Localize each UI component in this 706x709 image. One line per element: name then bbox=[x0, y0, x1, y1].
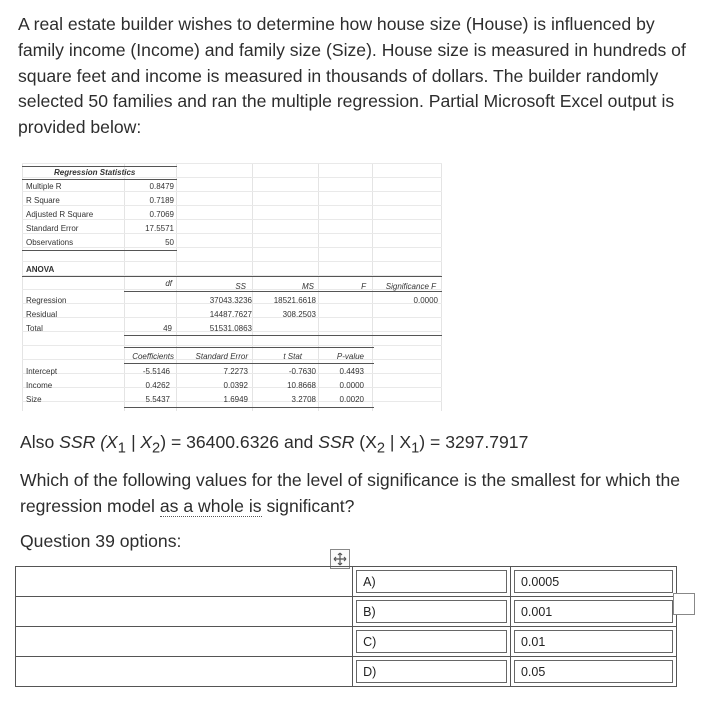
stat-value: 0.7069 bbox=[149, 210, 174, 219]
coef-row-label: Size bbox=[26, 395, 42, 404]
option-value[interactable]: 0.0005 bbox=[514, 570, 673, 593]
anova-ms: 308.2503 bbox=[282, 310, 316, 319]
option-value[interactable]: 0.05 bbox=[514, 660, 673, 683]
coef-row-label: Intercept bbox=[26, 367, 58, 376]
stat-label: Standard Error bbox=[26, 224, 79, 233]
se-value: 1.6949 bbox=[223, 395, 248, 404]
coef-row-label: Income bbox=[26, 381, 53, 390]
ssr-statement: Also SSR ($X_1$ | $X_2) = 36400.6326$ and SSR ($X_2$ | $X_1) = 3297.7917$ bbox=[20, 432, 529, 457]
anova-ss: 51531.0863 bbox=[209, 324, 252, 333]
option-letter[interactable]: B) bbox=[356, 600, 507, 623]
anova-df: 49 bbox=[163, 324, 172, 333]
question-text: Which of the following values for the level of significance is the smallest for which the regression model as a whole is significant? bbox=[20, 470, 681, 516]
excel-output bbox=[22, 163, 442, 411]
se-value: 0.0392 bbox=[223, 381, 248, 390]
stat-label: Adjusted R Square bbox=[26, 210, 94, 219]
option-row[interactable] bbox=[16, 567, 677, 597]
option-value[interactable]: 0.001 bbox=[514, 600, 673, 623]
coef-header: Coefficients bbox=[132, 352, 174, 361]
stat-value: 50 bbox=[165, 238, 174, 247]
anova-header-ss: SS bbox=[235, 282, 246, 291]
option-letter[interactable]: C) bbox=[356, 630, 507, 653]
option-value[interactable]: 0.01 bbox=[514, 630, 673, 653]
anova-row-label: Residual bbox=[26, 310, 58, 319]
reg-stats-title: Regression Statistics bbox=[54, 168, 136, 177]
options-table bbox=[15, 566, 677, 687]
anova-header-ms: MS bbox=[302, 282, 314, 291]
p-value: 0.0020 bbox=[339, 395, 364, 404]
t-value: 10.8668 bbox=[287, 381, 316, 390]
option-letter[interactable]: A) bbox=[356, 570, 507, 593]
t-value: -0.7630 bbox=[288, 367, 316, 376]
se-value: 7.2273 bbox=[223, 367, 248, 376]
option-letter[interactable]: D) bbox=[356, 660, 507, 683]
anova-ss: 37043.3236 bbox=[209, 296, 252, 305]
t-value: 3.2708 bbox=[291, 395, 316, 404]
coef-value: -5.5146 bbox=[142, 367, 170, 376]
stat-value: 0.8479 bbox=[149, 182, 174, 191]
table-resize-handle[interactable] bbox=[673, 593, 695, 615]
anova-header-f: F bbox=[361, 282, 366, 291]
se-header: Standard Error bbox=[195, 352, 248, 361]
pvalue-header: P-value bbox=[336, 352, 364, 361]
question-options-label: Question 39 options: bbox=[20, 531, 182, 551]
stat-label: Observations bbox=[26, 238, 74, 247]
problem-intro: A real estate builder wishes to determine how house size (House) is influenced by family income (Income) and family size (Size). House size is measured in hundreds of square feet and income is measured in thousands of dollars. The builder randomly selected 50 families and ran the multiple regression. Partial Microsoft Excel output is provided below: bbox=[18, 14, 686, 138]
p-value: 0.4493 bbox=[339, 367, 364, 376]
stat-value: 17.5571 bbox=[145, 224, 174, 233]
stat-label: R Square bbox=[26, 196, 60, 205]
option-row[interactable] bbox=[16, 627, 677, 657]
option-row[interactable] bbox=[16, 597, 677, 627]
anova-row-label: Regression bbox=[26, 296, 67, 305]
anova-row-label: Total bbox=[26, 324, 43, 333]
tstat-header: t Stat bbox=[283, 352, 302, 361]
p-value: 0.0000 bbox=[339, 381, 364, 390]
anova-ms: 18521.6618 bbox=[273, 296, 316, 305]
anova-header-df: df bbox=[165, 279, 172, 288]
option-row[interactable] bbox=[16, 657, 677, 687]
coef-value: 0.4262 bbox=[145, 381, 170, 390]
anova-title: ANOVA bbox=[26, 265, 55, 274]
anova-ss: 14487.7627 bbox=[209, 310, 252, 319]
anova-header-sigf: Significance F bbox=[385, 282, 436, 291]
stat-label: Multiple R bbox=[26, 182, 62, 191]
stat-value: 0.7189 bbox=[149, 196, 174, 205]
coef-value: 5.5437 bbox=[145, 395, 170, 404]
anova-sigf: 0.0000 bbox=[413, 296, 438, 305]
